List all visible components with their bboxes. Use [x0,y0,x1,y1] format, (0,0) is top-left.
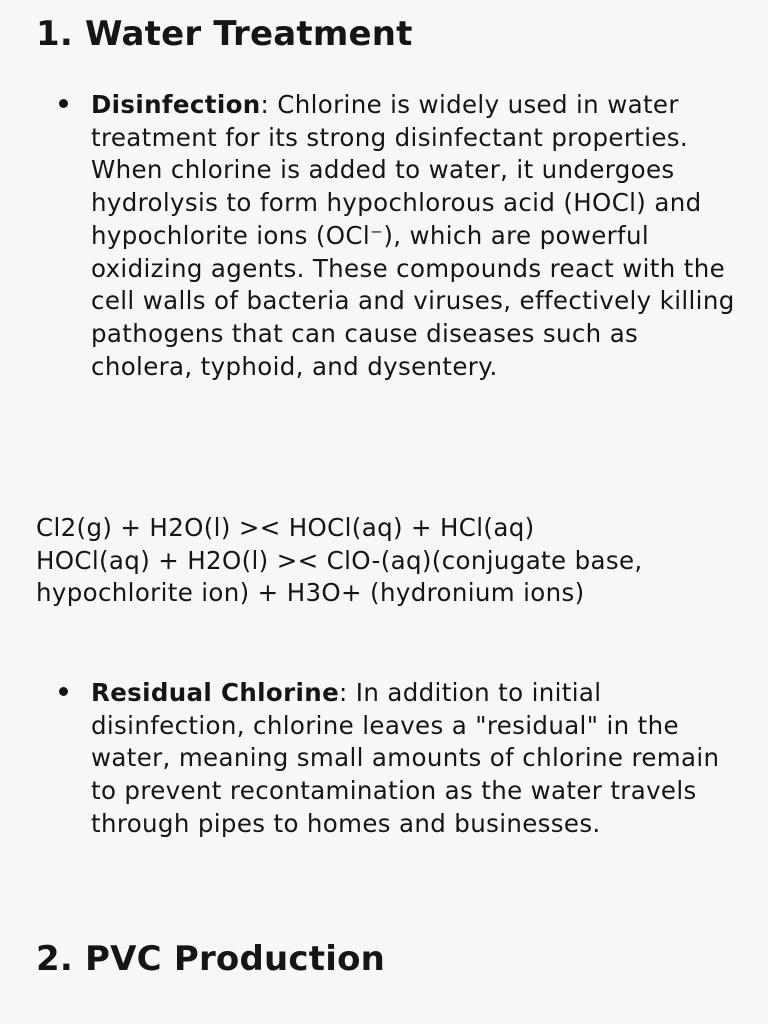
residual-chlorine-separator: : [339,678,348,707]
residual-chlorine-bullet-block [56,677,746,841]
disinfection-separator: : [260,90,270,119]
disinfection-description: Chlorine is widely used in water treatment for its strong disinfectant properties. When chlorine is added to water, it undergoes hydrolysis to form hypochlorous acid (HOCl) and hypochlorite ions (OCl⁻), which are powerful oxidizing agents. These compounds react with the cell walls of bacteria and viruses, effectively killing pathogens that can cause diseases such as cholera, typhoid, and dysentery. [91,90,735,381]
disinfection-term: Disinfection [91,90,261,119]
disinfection-list [56,89,746,383]
residual-chlorine-list [56,677,746,841]
residual-chlorine-term: Residual Chlorine [91,678,340,707]
residual-chlorine-description: In addition to initial disinfection, chlorine leaves a "residual" in the water, meaning small amounts of chlorine remain to prevent recontamination as the water travels through pipes to homes and businesses. [91,678,720,838]
equation-line-1: Cl2(g) + H2O(l) >< HOCl(aq) + HCl(aq) [36,513,535,542]
disinfection-list-item [91,89,746,383]
section-heading-pvc-production: 2. PVC Production [36,939,386,979]
bullet-icon [59,99,68,108]
bullet-icon [59,687,68,696]
disinfection-bullet-block [56,89,746,383]
equation-line-2: HOCl(aq) + H2O(l) >< ClO-(aq)(conjugate base, hypochlorite ion) + H3O+ (hydronium ions) [36,545,643,608]
residual-chlorine-list-item [91,677,746,841]
chemical-equations [36,512,736,610]
section-heading-water-treatment: 1. Water Treatment [36,14,413,54]
